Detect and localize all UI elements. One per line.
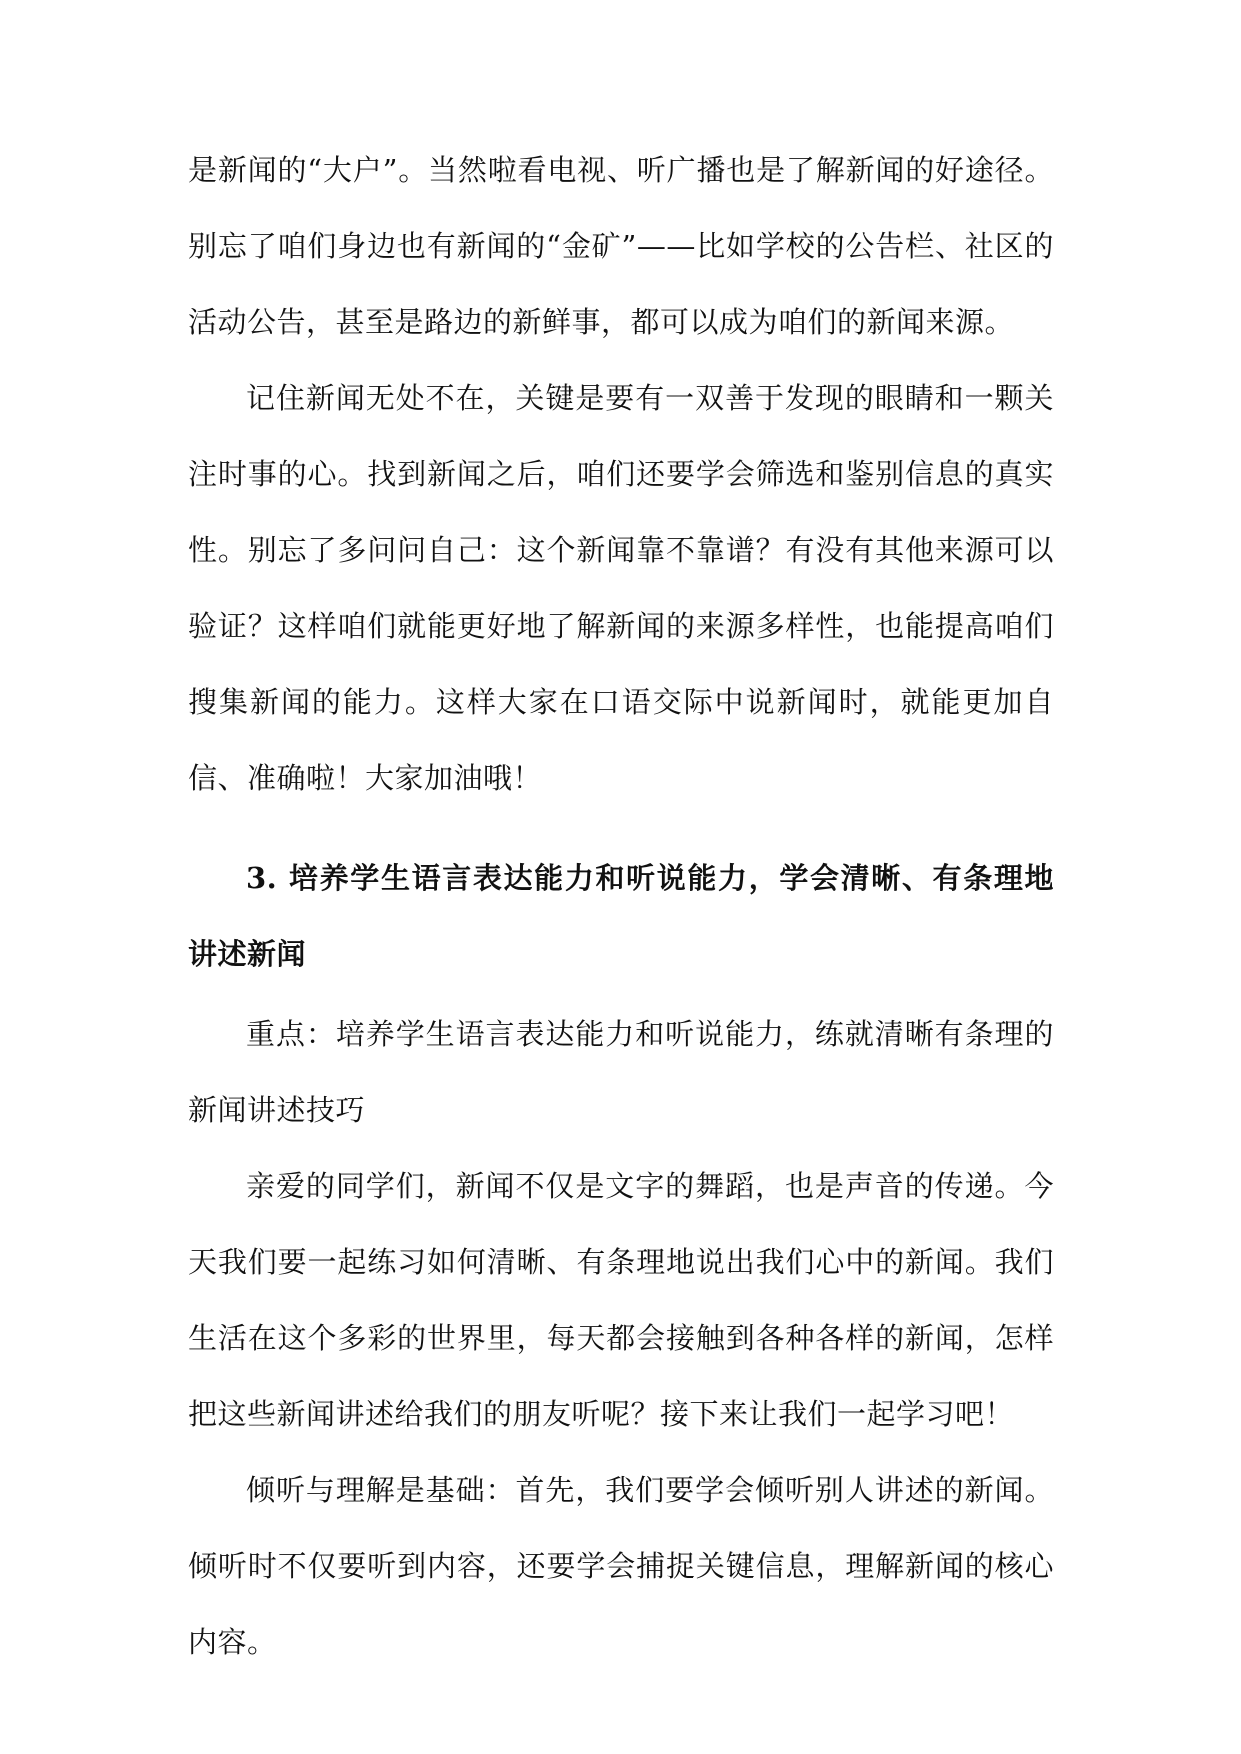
paragraph-key-point: 重点：培养学生语言表达能力和听说能力，练就清晰有条理的新闻讲述技巧: [188, 1017, 1054, 1127]
paragraph-listening: 倾听与理解是基础：首先，我们要学会倾听别人讲述的新闻。倾听时不仅要听到内容，还要学会捕捉关键信息，理解新闻的核心内容。: [188, 1473, 1054, 1659]
document-body: [188, 132, 1054, 1680]
paragraph-introduction: 亲爱的同学们，新闻不仅是文字的舞蹈，也是声音的传递。今天我们要一起练习如何清晰、有条理地说出我们心中的新闻。我们生活在这个多彩的世界里，每天都会接触到各种各样的新闻，怎样把这些新闻讲述给我们的朋友听呢？接下来让我们一起学习吧！: [188, 1169, 1054, 1431]
paragraph-continuation: 是新闻的“大户”。当然啦看电视、听广播也是了解新闻的好途径。别忘了咱们身边也有新闻的“金矿”——比如学校的公告栏、社区的活动公告，甚至是路边的新鲜事，都可以成为咱们的新闻来源。: [188, 153, 1054, 339]
paragraph-news-everywhere: 记住新闻无处不在，关键是要有一双善于发现的眼睛和一颗关注时事的心。找到新闻之后，咱们还要学会筛选和鉴别信息的真实性。别忘了多问问自己：这个新闻靠不靠谱？有没有其他来源可以验证？这样咱们就能更好地了解新闻的来源多样性，也能提高咱们搜集新闻的能力。这样大家在口语交际中说新闻时，就能更加自信、准确啦！大家加油哦！: [188, 381, 1054, 795]
section-heading-3: 3. 培养学生语言表达能力和听说能力，学会清晰、有条理地讲述新闻: [188, 861, 1054, 971]
